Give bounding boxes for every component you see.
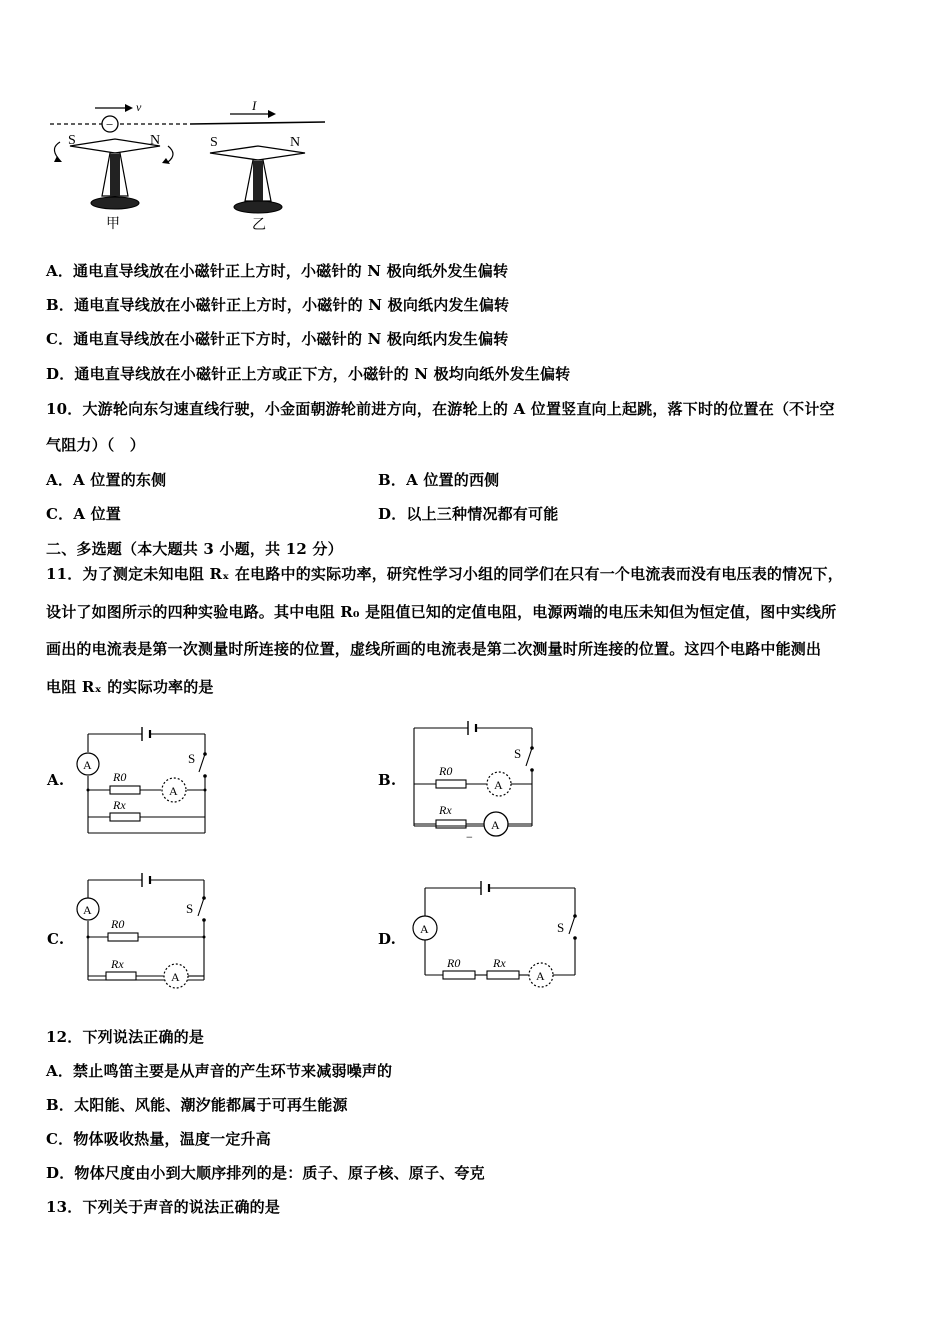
svg-text:R0: R0: [447, 956, 461, 970]
q9-option-c: C．通电直导线放在小磁针正下方时，小磁针的 N 极向纸内发生偏转: [46, 330, 509, 348]
q10-stem-line1: 10．大游轮向东匀速直线行驶，小金面朝游轮前进方向，在游轮上的 A 位置竖直向上起跳，落下时的位置在（不计空: [46, 400, 835, 418]
svg-text:A: A: [491, 818, 500, 832]
q10-option-d: D．以上三种情况都有可能: [378, 505, 559, 523]
q10-stem-line2: 气阻力）（ ）: [46, 436, 145, 454]
circuit-c: [70, 868, 220, 993]
q11-stem-line2: 设计了如图所示的四种实验电路。其中电阻 R₀ 是阻值已知的定值电阻，电源两端的电压未知但为恒定值，图中实线所: [46, 603, 837, 621]
q10-option-a: A．A 位置的东侧: [46, 471, 167, 489]
electron-minus: −: [106, 117, 114, 132]
q12-option-b: B．太阳能、风能、潮汐能都属于可再生能源: [46, 1096, 348, 1114]
svg-text:S: S: [68, 133, 76, 148]
q10-option-c: C．A 位置: [46, 505, 121, 523]
svg-text:N: N: [150, 133, 161, 148]
q13-stem: 13．下列关于声音的说法正确的是: [46, 1198, 281, 1216]
velocity-label: v: [136, 100, 142, 114]
q12-option-d: D．物体尺度由小到大顺序排列的是：质子、原子核、原子、夸克: [46, 1164, 485, 1182]
svg-text:S: S: [210, 135, 218, 150]
svg-text:Rx: Rx: [113, 798, 126, 812]
svg-text:S: S: [186, 901, 194, 916]
svg-text:S: S: [188, 751, 196, 766]
compass-left: [54, 133, 173, 232]
q9-option-d: D．通电直导线放在小磁针正上方或正下方，小磁针的 N 极均向纸外发生偏转: [46, 365, 571, 383]
q12-stem: 12．下列说法正确的是: [46, 1028, 205, 1046]
svg-text:Rx: Rx: [493, 956, 506, 970]
compass-figure: [40, 96, 340, 236]
q12-option-c: C．物体吸收热量，温度一定升高: [46, 1130, 271, 1148]
circuit-a: [70, 720, 220, 840]
svg-text:Rx: Rx: [111, 957, 124, 971]
q9-option-a: A．通电直导线放在小磁针正上方时，小磁针的 N 极向纸外发生偏转: [46, 262, 509, 280]
velocity-arrowhead: [125, 104, 133, 112]
svg-text:A: A: [171, 970, 180, 984]
q11-stem-line3: 画出的电流表是第一次测量时所连接的位置，虚线所画的电流表是第二次测量时所连接的位置。这四个电路中能测出: [46, 640, 822, 658]
svg-text:S: S: [514, 746, 522, 761]
q10-option-b: B．A 位置的西侧: [378, 471, 500, 489]
q11-stem-line4: 电阻 Rₓ 的实际功率的是: [46, 678, 214, 696]
svg-text:A: A: [420, 922, 429, 936]
current-wire: [190, 122, 325, 124]
svg-text:A: A: [494, 778, 503, 792]
q9-option-b: B．通电直导线放在小磁针正上方时，小磁针的 N 极向纸内发生偏转: [46, 296, 510, 314]
svg-text:A: A: [169, 784, 178, 798]
caption-jia: 甲: [106, 217, 120, 232]
svg-text:S: S: [557, 920, 565, 935]
current-label: I: [252, 98, 257, 113]
svg-text:R0: R0: [111, 917, 125, 931]
circuit-d-label: D.: [378, 930, 397, 948]
section2-heading: 二、多选题（本大题共 3 小题，共 12 分）: [46, 540, 343, 558]
circuit-b-label: B.: [378, 771, 397, 789]
compass-right: [210, 135, 305, 233]
svg-text:A: A: [83, 903, 92, 917]
svg-text:A: A: [536, 969, 545, 983]
circuit-b: [402, 714, 552, 844]
svg-text:Rx: Rx: [439, 803, 452, 817]
circuit-b-minus: −: [466, 830, 473, 844]
svg-text:N: N: [290, 135, 301, 150]
circuit-d: [405, 876, 585, 991]
circuit-a-label: A.: [47, 771, 65, 789]
q12-option-a: A．禁止鸣笛主要是从声音的产生环节来减弱噪声的: [46, 1062, 393, 1080]
svg-text:R0: R0: [439, 764, 453, 778]
q11-stem-line1: 11．为了测定未知电阻 Rₓ 在电路中的实际功率，研究性学习小组的同学们在只有一个电流表而没有电压表的情况下，: [46, 565, 843, 583]
current-arrowhead: [268, 110, 276, 118]
svg-text:R0: R0: [113, 770, 127, 784]
svg-text:A: A: [83, 758, 92, 772]
caption-yi: 乙: [252, 218, 266, 233]
circuit-c-label: C.: [47, 930, 65, 948]
